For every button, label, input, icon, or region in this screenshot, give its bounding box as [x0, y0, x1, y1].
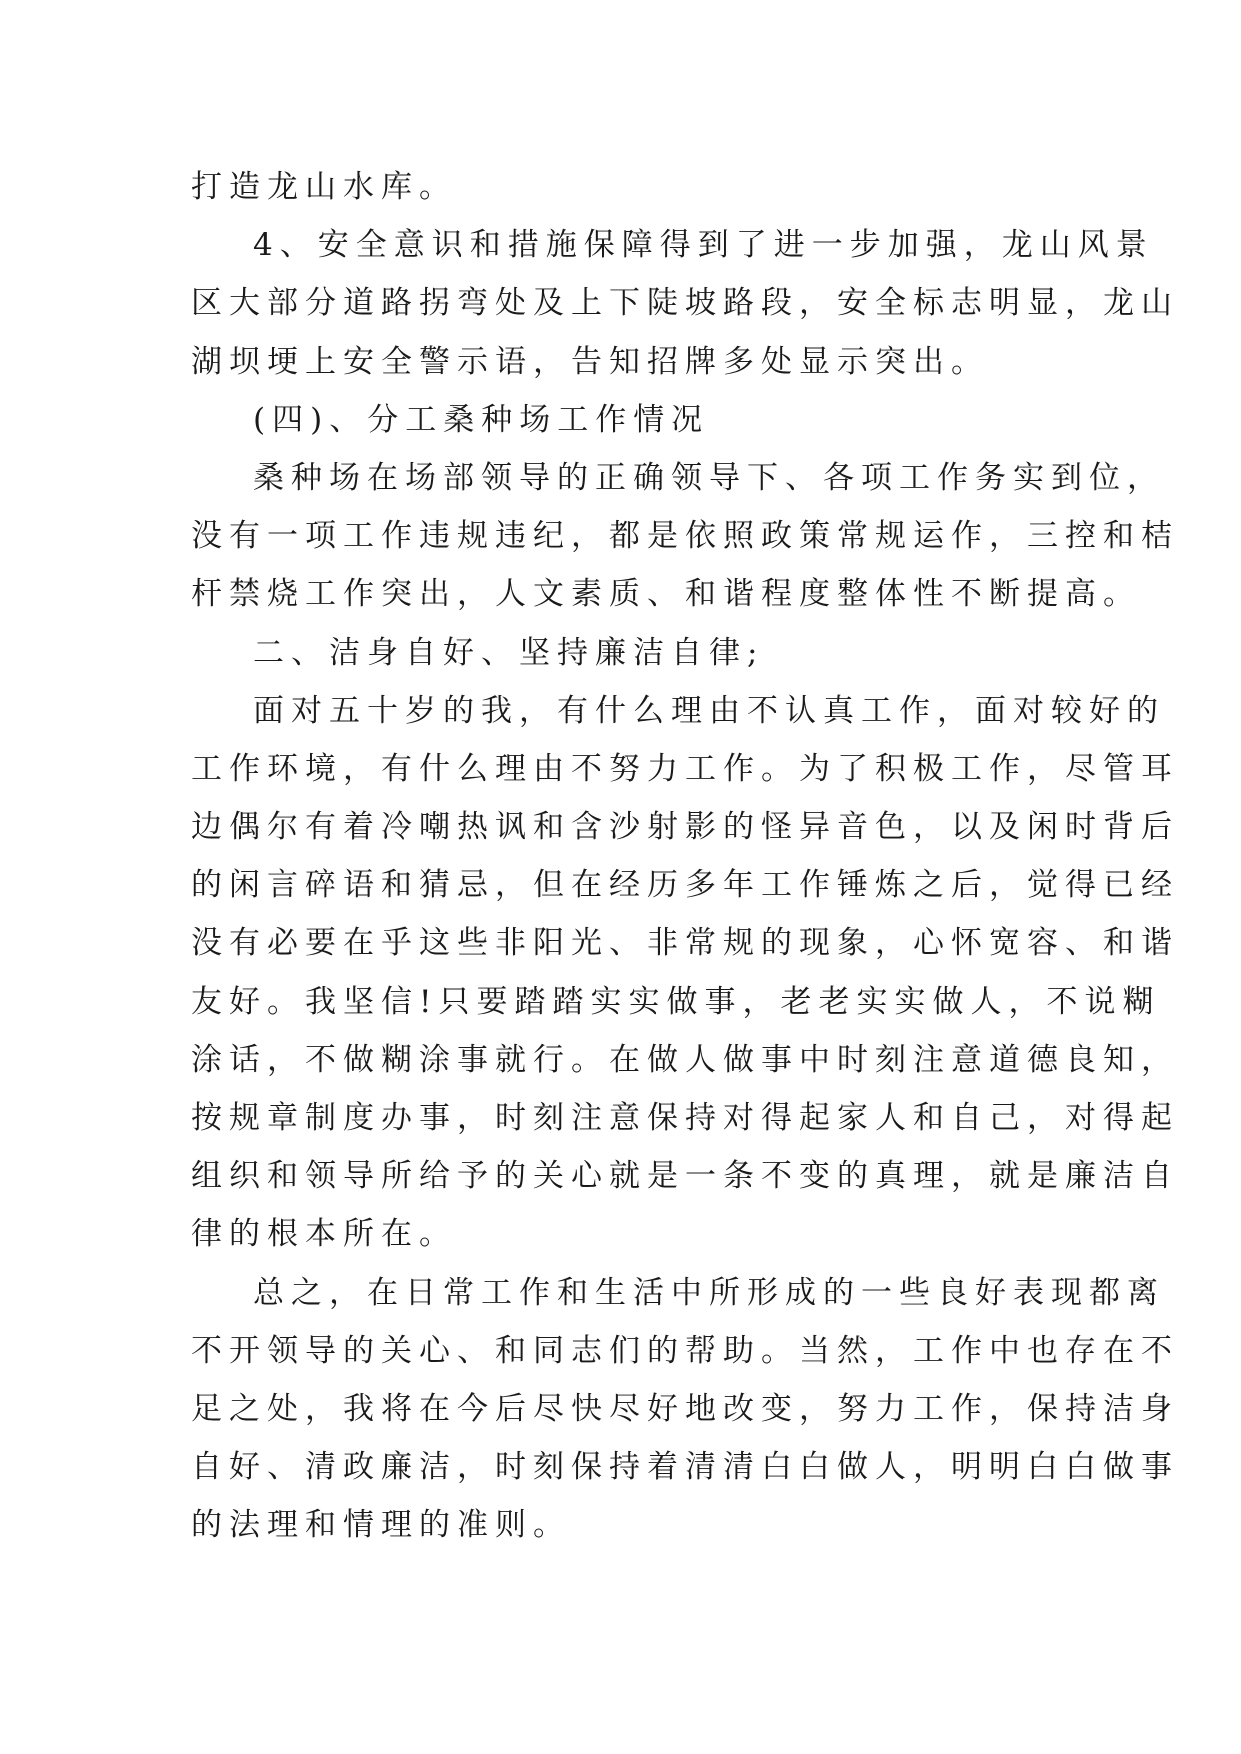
text-line: 区大部分道路拐弯处及上下陡坡路段，安全标志明显，龙山: [191, 285, 1179, 322]
text-line: 的闲言碎语和猜忌，但在经历多年工作锤炼之后，觉得已经: [191, 867, 1179, 904]
text-line: 组织和领导所给予的关心就是一条不变的真理，就是廉洁自: [191, 1158, 1179, 1195]
text-line: 工作环境，有什么理由不努力工作。为了积极工作，尽管耳: [191, 750, 1179, 787]
text-line: 没有一项工作违规违纪，都是依照政策常规运作，三控和桔: [191, 518, 1179, 555]
text-line: 湖坝埂上安全警示语，告知招牌多处显示突出。: [191, 343, 989, 380]
text-line: 没有必要在乎这些非阳光、非常规的现象，心怀宽容、和谐: [191, 925, 1179, 962]
text-line: 总之，在日常工作和生活中所形成的一些良好表现都离: [253, 1274, 1165, 1311]
text-line: 面对五十岁的我，有什么理由不认真工作，面对较好的: [253, 692, 1165, 729]
text-line: 涂话，不做糊涂事就行。在做人做事中时刻注意道德良知，: [191, 1041, 1179, 1078]
text-line: (四)、分工桑种场工作情况: [253, 401, 710, 438]
document-body: [191, 158, 1179, 1555]
text-line: 友好。我坚信!只要踏踏实实做事，老老实实做人，不说糊: [191, 983, 1161, 1020]
text-line: 二、洁身自好、坚持廉洁自律;: [253, 634, 765, 671]
text-line: 打造龙山水库。: [191, 169, 457, 205]
text-line: 按规章制度办事，时刻注意保持对得起家人和自己，对得起: [191, 1100, 1179, 1136]
text-line: 边偶尔有着冷嘲热讽和含沙射影的怪异音色，以及闲时背后: [191, 809, 1179, 846]
text-line: 不开领导的关心、和同志们的帮助。当然，工作中也存在不: [191, 1332, 1179, 1369]
text-line: 杆禁烧工作突出，人文素质、和谐程度整体性不断提高。: [191, 576, 1141, 613]
text-line: 自好、清政廉洁，时刻保持着清清白白做人，明明白白做事: [191, 1449, 1179, 1486]
text-line: 足之处，我将在今后尽快尽好地改变，努力工作，保持洁身: [191, 1390, 1179, 1427]
text-line: 桑种场在场部领导的正确领导下、各项工作务实到位，: [253, 459, 1165, 496]
text-line: 律的根本所在。: [191, 1216, 457, 1253]
text-line: 的法理和情理的准则。: [191, 1507, 571, 1544]
text-line: 4、安全意识和措施保障得到了进一步加强，龙山风景: [253, 227, 1154, 264]
